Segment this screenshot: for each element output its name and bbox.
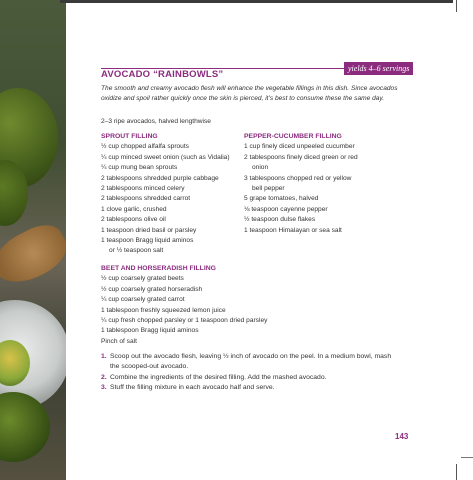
instruction-step bbox=[101, 352, 401, 373]
crop-mark bbox=[456, 0, 457, 12]
ingredient-line: ⅛ teaspoon cayenne pepper bbox=[244, 205, 328, 213]
wooden-spoon-image bbox=[0, 217, 66, 293]
section-heading: BEET AND HORSERADISH FILLING bbox=[101, 265, 216, 272]
ingredient-line: 2 tablespoons minced celery bbox=[101, 185, 185, 193]
step-text: Stuff the filling mixture in each avocado half and serve. bbox=[110, 384, 275, 392]
food-photo bbox=[0, 0, 66, 480]
ingredient-line: ¼ cup minced sweet onion (such as Vidalia) bbox=[101, 153, 230, 161]
ingredient-line: 2 tablespoons finely diced green or red bbox=[244, 153, 358, 161]
yields-badge: yields 4–6 servings bbox=[344, 62, 413, 75]
step-number: 3. bbox=[101, 384, 107, 392]
step-text: Scoop out the avocado flesh, leaving ½ inch of avocado on the peel. In a medium bowl, mash the scooped-out avocado. bbox=[110, 353, 392, 371]
ingredient-line: 1 teaspoon Bragg liquid aminos bbox=[101, 237, 194, 245]
ingredient-line: ½ cup coarsely grated beets bbox=[101, 275, 184, 283]
instruction-step bbox=[101, 373, 401, 383]
step-number: 1. bbox=[101, 353, 107, 360]
ingredient-line: 1 cup finely diced unpeeled cucumber bbox=[244, 143, 355, 151]
top-border bbox=[60, 0, 453, 3]
beet-horseradish-filling-section bbox=[101, 264, 267, 347]
ingredient-line: ½ teaspoon dulse flakes bbox=[244, 216, 316, 224]
crop-mark bbox=[456, 464, 457, 480]
step-number: 2. bbox=[101, 373, 107, 381]
ingredient-line: Pinch of salt bbox=[101, 337, 137, 345]
ingredient-line: 2 tablespoons shredded carrot bbox=[101, 195, 191, 203]
ingredient-line: ½ cup chopped alfalfa sprouts bbox=[101, 143, 189, 151]
ingredient-line: or ½ teaspoon salt bbox=[109, 247, 164, 255]
step-text: Combine the ingredients of the desired filling. Add the mashed avocado. bbox=[110, 373, 327, 381]
pepper-cucumber-filling-section bbox=[244, 132, 358, 236]
instructions bbox=[101, 352, 401, 394]
ingredient-line: 1 teaspoon dried basil or parsley bbox=[101, 226, 197, 234]
ingredient-line: bell pepper bbox=[252, 185, 285, 193]
sprout-filling-section bbox=[101, 132, 230, 257]
ingredient-line: 1 teaspoon Himalayan or sea salt bbox=[244, 226, 342, 234]
ingredient-line: 1 tablespoon freshly squeezed lemon juice bbox=[101, 306, 226, 314]
page-number: 143 bbox=[395, 432, 409, 441]
recipe-intro: The smooth and creamy avocado flesh will enhance the vegetable fillings in this dish. Since avocados oxidize and spoil rather quickly once the skin is pierced, it’s best to consume these the same day. bbox=[101, 85, 398, 102]
ingredient-line: ¼ cup fresh chopped parsley or 1 teaspoon dried parsley bbox=[101, 317, 268, 325]
ingredient-line: onion bbox=[252, 164, 269, 172]
ingredient-line: ¼ cup coarsely grated carrot bbox=[101, 296, 185, 304]
ingredient-line: 1 clove garlic, crushed bbox=[101, 205, 167, 213]
instruction-step bbox=[101, 383, 401, 393]
ingredient-line: 1 tablespoon Bragg liquid aminos bbox=[101, 327, 199, 335]
ingredient-line: 3 tablespoons chopped red or yellow bbox=[244, 174, 352, 182]
recipe-title: AVOCADO “RAINBOWLS” bbox=[101, 69, 224, 80]
ingredient-line: ½ cup coarsely grated horseradish bbox=[101, 285, 203, 293]
section-heading: PEPPER-CUCUMBER FILLING bbox=[244, 133, 342, 140]
section-heading: SPROUT FILLING bbox=[101, 133, 158, 140]
ingredient-line: ¼ cup mung bean sprouts bbox=[101, 164, 178, 172]
crop-mark bbox=[461, 457, 473, 458]
ingredient-line: 2 tablespoons shredded purple cabbage bbox=[101, 174, 219, 182]
base-ingredient: 2–3 ripe avocados, halved lengthwise bbox=[101, 118, 211, 125]
ingredient-line: 5 grape tomatoes, halved bbox=[244, 195, 319, 203]
ingredient-line: 2 tablespoons olive oil bbox=[101, 216, 166, 224]
